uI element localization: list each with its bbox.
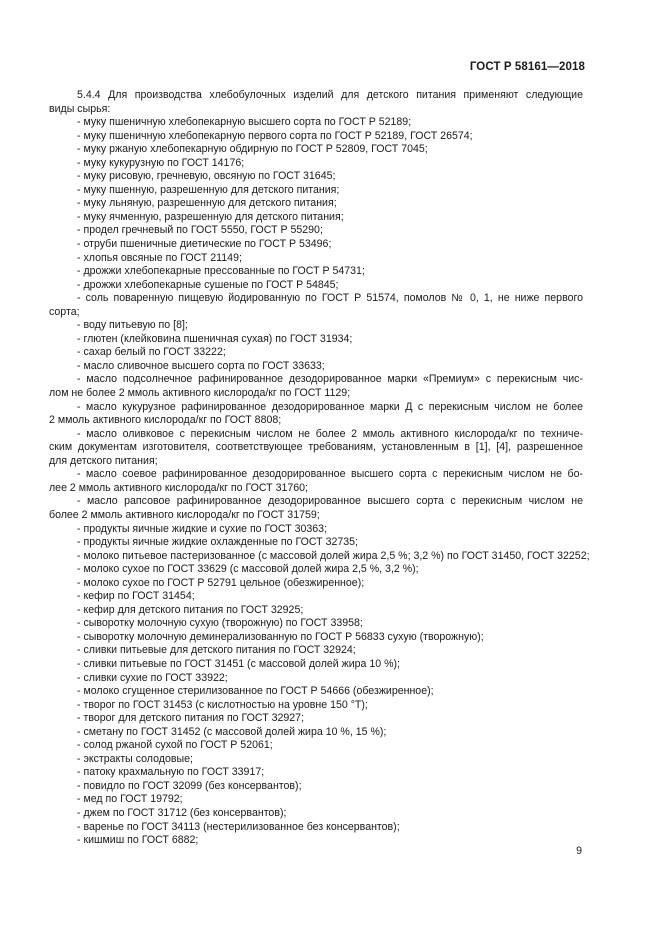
list-item-continuation: лом не более 2 ммоль активного кислорода/кг по ГОСТ 1129; xyxy=(49,387,351,400)
list-item: - сливки сухие по ГОСТ 33922; xyxy=(77,671,228,684)
list-item-continuation: более 2 ммоль активного кислорода/кг по ГОСТ 31759; xyxy=(49,508,320,521)
page-number: 9 xyxy=(576,845,582,857)
list-item: - дрожжи хлебопекарные прессованные по ГОСТ Р 54731; xyxy=(77,265,365,278)
standard-designation: ГОСТ Р 58161—2018 xyxy=(469,61,585,73)
list-item: - творог для детского питания по ГОСТ 32927; xyxy=(77,712,305,725)
list-item: - джем по ГОСТ 31712 (без консервантов); xyxy=(77,806,287,819)
list-item: - сливки питьевые для детского питания по ГОСТ 32924; xyxy=(77,644,356,657)
list-item: - муку льняную, разрешенную для детского питания; xyxy=(77,197,337,210)
list-item: - хлопья овсяные по ГОСТ 21149; xyxy=(77,251,242,264)
list-item: - кефир по ГОСТ 31454; xyxy=(77,590,195,603)
list-item-continuation: для детского питания; xyxy=(49,454,158,467)
list-item: - сливки питьевые по ГОСТ 31451 (с массовой долей жира 10 %); xyxy=(77,657,400,670)
list-item: - творог по ГОСТ 31453 (с кислотностью на уровне 150 °Т); xyxy=(77,698,368,711)
list-item: - муку пшенную, разрешенную для детского питания; xyxy=(77,183,340,196)
list-item: - масло сливочное высшего сорта по ГОСТ 33633; xyxy=(77,359,325,372)
list-item: - сыворотку молочную сухую (творожную) по ГОСТ 33958; xyxy=(77,617,363,630)
list-item: - солод ржаной сухой по ГОСТ Р 52061; xyxy=(77,739,273,752)
list-item: - сахар белый по ГОСТ 33222; xyxy=(77,346,226,359)
list-item: - дрожжи хлебопекарные сушеные по ГОСТ Р 54845; xyxy=(77,278,339,291)
list-item: - муку кукурузную по ГОСТ 14176; xyxy=(77,156,245,169)
list-item: - повидло по ГОСТ 32099 (без консервантов); xyxy=(77,779,302,792)
list-item: - масло оливковое с перекисным числом не более 2 ммоль активного кислорода/кг по техниче- xyxy=(77,427,583,440)
list-item: - соль поваренную пищевую йодированную по ГОСТ Р 51574, помолов № 0, 1, не ниже первого xyxy=(77,292,583,305)
list-item: - молоко сухое по ГОСТ 33629 (с массовой долей жира 2,5 %, 3,2 %); xyxy=(77,563,419,576)
list-item: - масло подсолнечное рафинированное дезодорированное марки «Премиум» с перекисным чис- xyxy=(77,373,583,386)
list-item: - мед по ГОСТ 19792; xyxy=(77,793,183,806)
list-item: - продел гречневый по ГОСТ 5550, ГОСТ Р 55290; xyxy=(77,224,323,237)
list-item: - патоку крахмальную по ГОСТ 33917; xyxy=(77,766,265,779)
document-body xyxy=(49,89,590,848)
list-item: - масло соевое рафинированное дезодорированное высшего сорта с перекисным числом не бо- xyxy=(77,468,583,481)
list-item: - варенье по ГОСТ 34113 (нестерилизованное без консервантов); xyxy=(77,820,400,833)
list-item: - продукты яичные жидкие охлажденные по ГОСТ 32735; xyxy=(77,536,358,549)
list-item: - муку пшеничную хлебопекарную высшего сорта по ГОСТ Р 52189; xyxy=(77,116,412,129)
paragraph-intro-line: 5.4.4 Для производства хлебобулочных изделий для детского питания применяют следующие xyxy=(77,89,583,101)
list-item: - масло кукурузное рафинированное дезодорированное марки Д с перекисным числом не более xyxy=(77,400,583,413)
list-item: - продукты яичные жидкие и сухие по ГОСТ 30363; xyxy=(77,522,328,535)
list-item: - кишмиш по ГОСТ 6882; xyxy=(77,834,199,847)
list-item-continuation: 2 ммоль активного кислорода/кг по ГОСТ 8808; xyxy=(49,414,282,427)
list-item: - сметану по ГОСТ 31452 (с массовой долей жира 10 %, 15 %); xyxy=(77,725,387,738)
list-item: - молоко сухое по ГОСТ Р 52791 цельное (обезжиренное); xyxy=(77,576,365,589)
list-item: - отруби пшеничные диетические по ГОСТ Р 53496; xyxy=(77,238,332,251)
list-item-continuation: ским документам изготовителя, соответствующее требованиям, установленным в [1], [4], разрешенное xyxy=(49,441,583,454)
list-item: - масло рапсовое рафинированное дезодорированное высшего сорта с перекисным числом не xyxy=(77,495,583,508)
list-item: - муку рисовую, гречневую, овсяную по ГОСТ 31645; xyxy=(77,170,336,183)
list-item: - глютен (клейковина пшеничная сухая) по ГОСТ 31934; xyxy=(77,332,353,345)
list-item: - молоко сгущенное стерилизованное по ГОСТ Р 54666 (обезжиренное); xyxy=(77,685,434,698)
list-item-continuation: виды сырья: xyxy=(49,102,111,115)
list-item: - муку ячменную, разрешенную для детского питания; xyxy=(77,210,344,223)
list-item: - муку пшеничную хлебопекарную первого сорта по ГОСТ Р 52189, ГОСТ 26574; xyxy=(77,129,473,142)
list-item: - муку ржаную хлебопекарную обдирную по ГОСТ Р 52809, ГОСТ 7045; xyxy=(77,143,428,156)
list-item: - кефир для детского питания по ГОСТ 32925; xyxy=(77,603,304,616)
list-item: - воду питьевую по [8]; xyxy=(77,319,188,332)
list-item: - молоко питьевое пастеризованное (с массовой долей жира 2,5 %; 3,2 %) по ГОСТ 31450, ГОСТ 32252; xyxy=(77,549,590,562)
list-item: - экстракты солодовые; xyxy=(77,752,193,765)
list-item-continuation: лее 2 ммоль активного кислорода/кг по ГОСТ 31760; xyxy=(49,481,308,494)
list-item: - сыворотку молочную деминерализованную по ГОСТ Р 56833 сухую (творожную); xyxy=(77,630,484,643)
list-item-continuation: сорта; xyxy=(49,305,80,318)
